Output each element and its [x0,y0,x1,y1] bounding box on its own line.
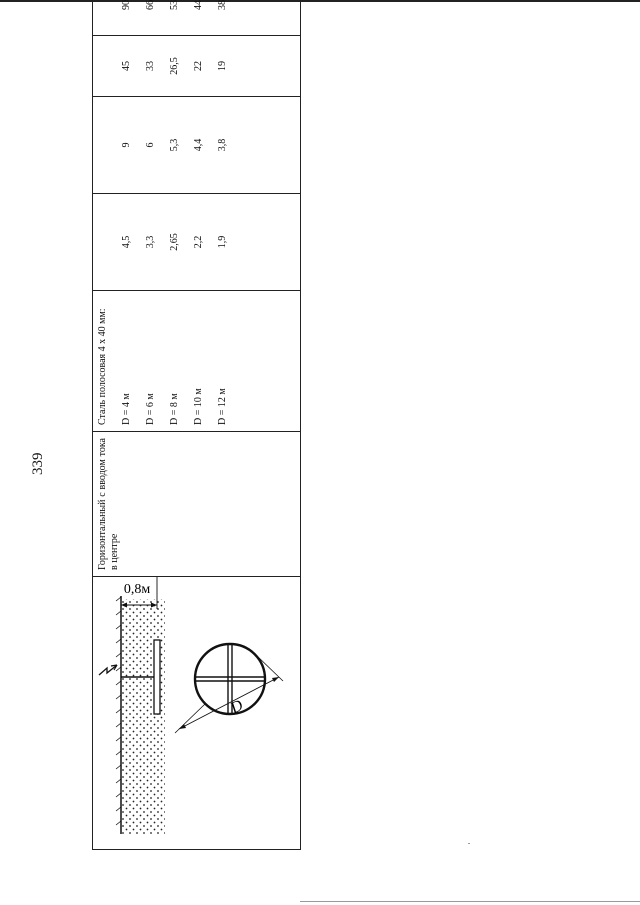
table-value: 2,2 [193,235,204,249]
table-value: 38 [217,0,228,10]
table-value: 3,8 [217,138,228,152]
material-cell [93,291,301,432]
figure-cell [93,577,301,850]
depth-label: 0,8м [123,582,151,597]
table-value: 53 [169,0,180,10]
table-value: 22 [193,61,204,71]
value-column-3 [93,36,301,97]
table-value: 26,5 [169,57,180,75]
table-value: 45 [121,61,132,71]
strip-electrode [154,640,160,714]
table-value: 19 [217,61,228,71]
table-value: 33 [145,61,156,71]
diameter-option: D = 4 м [121,393,132,425]
table-value: 4,5 [121,235,132,249]
table-value: 6 [145,142,156,148]
diameter-option: D = 10 м [193,388,204,425]
table-value: 66 [145,0,156,10]
table-value: 2,65 [169,233,180,251]
value-column-1 [93,194,301,291]
table-value: 44 [193,0,204,10]
diameter-option: D = 6 м [145,393,156,425]
grounding-figure [93,577,300,849]
table-value: 4,4 [193,138,204,152]
electrode-description: Горизонтальный с вводом тока в центре [97,438,120,570]
diameter-option: D = 12 м [217,388,228,425]
diameter-option: D = 8 м [169,393,180,425]
table-row [93,0,301,850]
value-column-2 [93,97,301,194]
table-value: 9 [121,142,132,148]
table-value: 90 [121,0,132,10]
page-number: 339 [30,452,46,475]
electrode-description-cell [93,432,301,577]
value-column-4 [93,0,301,36]
table-value: 3,3 [145,235,156,249]
table-value: 1,9 [217,235,228,249]
grounding-table [92,0,301,850]
diameter-label: D [227,696,246,718]
table-value: 5,3 [169,138,180,152]
material-heading: Сталь полосовая 4 х 40 мм: [97,308,108,425]
soil-hatching [122,599,165,834]
